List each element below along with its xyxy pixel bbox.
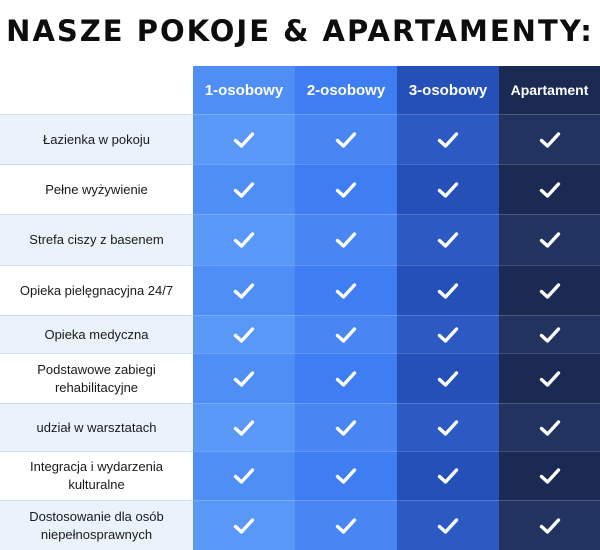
check-icon <box>539 419 561 437</box>
check-icon <box>437 231 459 249</box>
check-cell <box>499 315 600 353</box>
check-icon <box>437 467 459 485</box>
check-cell <box>295 353 397 403</box>
check-cell <box>193 353 295 403</box>
check-cell <box>193 114 295 164</box>
column-header-1: 1-osobowy <box>193 66 295 114</box>
row-label: Opieka medyczna <box>0 315 193 353</box>
row-label: udział w warsztatach <box>0 403 193 451</box>
check-icon <box>335 370 357 388</box>
check-icon <box>539 517 561 535</box>
check-cell <box>499 114 600 164</box>
check-cell <box>295 500 397 550</box>
check-cell <box>295 265 397 315</box>
check-icon <box>539 282 561 300</box>
check-icon <box>335 231 357 249</box>
check-cell <box>397 214 499 265</box>
check-cell <box>193 214 295 265</box>
row-label: Pełne wyżywienie <box>0 164 193 214</box>
check-cell <box>499 500 600 550</box>
check-cell <box>397 315 499 353</box>
check-cell <box>499 403 600 451</box>
check-icon <box>233 419 255 437</box>
row-label: Łazienka w pokoju <box>0 114 193 164</box>
row-label: Integracja i wydarzenia kulturalne <box>0 451 193 500</box>
check-cell <box>499 451 600 500</box>
check-icon <box>233 370 255 388</box>
check-icon <box>437 370 459 388</box>
check-icon <box>539 131 561 149</box>
check-icon <box>437 419 459 437</box>
check-cell <box>499 353 600 403</box>
check-icon <box>539 326 561 344</box>
row-label: Strefa ciszy z basenem <box>0 214 193 265</box>
check-icon <box>335 467 357 485</box>
check-icon <box>539 467 561 485</box>
check-cell <box>193 315 295 353</box>
check-cell <box>193 451 295 500</box>
column-header-2: 2-osobowy <box>295 66 397 114</box>
table-corner <box>0 66 193 114</box>
check-icon <box>233 181 255 199</box>
check-icon <box>437 131 459 149</box>
check-icon <box>539 231 561 249</box>
check-cell <box>295 164 397 214</box>
check-cell <box>397 265 499 315</box>
page-title: NASZE POKOJE & APARTAMENTY: <box>6 14 594 48</box>
check-cell <box>499 164 600 214</box>
check-icon <box>335 419 357 437</box>
column-header-4: Apartament <box>499 66 600 114</box>
check-icon <box>335 326 357 344</box>
row-label: Opieka pielęgnacyjna 24/7 <box>0 265 193 315</box>
check-cell <box>295 114 397 164</box>
check-cell <box>397 403 499 451</box>
check-cell <box>193 164 295 214</box>
check-cell <box>499 214 600 265</box>
check-icon <box>233 231 255 249</box>
check-icon <box>437 517 459 535</box>
check-icon <box>437 326 459 344</box>
comparison-table <box>0 66 600 550</box>
check-cell <box>499 265 600 315</box>
column-header-3: 3-osobowy <box>397 66 499 114</box>
check-cell <box>193 265 295 315</box>
check-cell <box>295 451 397 500</box>
check-cell <box>397 500 499 550</box>
check-icon <box>233 282 255 300</box>
row-label: Dostosowanie dla osób niepełnosprawnych <box>0 500 193 550</box>
check-icon <box>335 517 357 535</box>
check-icon <box>437 282 459 300</box>
check-icon <box>233 131 255 149</box>
check-cell <box>295 403 397 451</box>
check-icon <box>539 181 561 199</box>
check-icon <box>233 517 255 535</box>
check-icon <box>539 370 561 388</box>
check-icon <box>335 181 357 199</box>
check-icon <box>437 181 459 199</box>
check-cell <box>397 353 499 403</box>
check-cell <box>397 164 499 214</box>
check-icon <box>335 282 357 300</box>
check-cell <box>295 315 397 353</box>
check-cell <box>193 403 295 451</box>
check-cell <box>295 214 397 265</box>
check-cell <box>193 500 295 550</box>
check-cell <box>397 451 499 500</box>
check-cell <box>397 114 499 164</box>
row-label: Podstawowe zabiegi rehabilitacyjne <box>0 353 193 403</box>
check-icon <box>233 467 255 485</box>
check-icon <box>233 326 255 344</box>
check-icon <box>335 131 357 149</box>
